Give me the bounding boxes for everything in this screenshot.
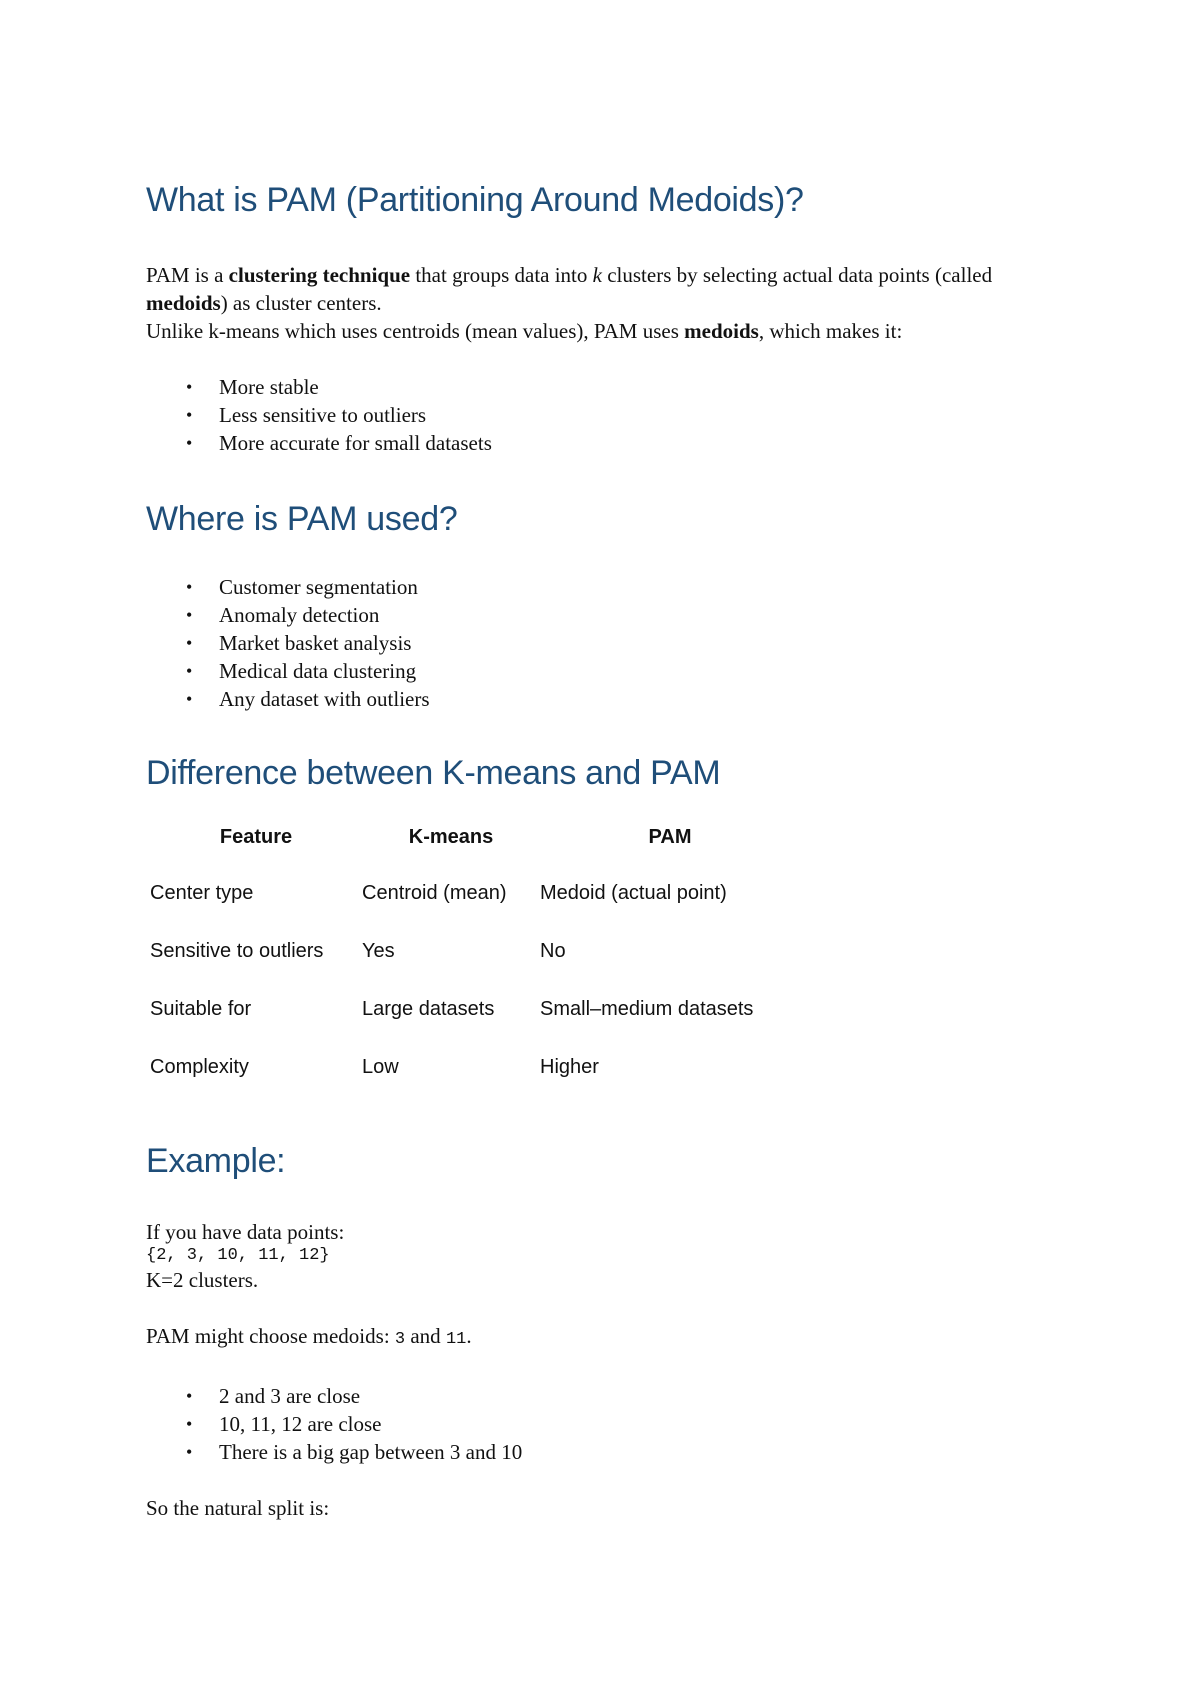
- list-item: • Market basket analysis: [146, 629, 1076, 657]
- list-item: • 2 and 3 are close: [146, 1382, 1076, 1410]
- header-feature: Feature: [219, 825, 293, 848]
- table-cell: Higher: [540, 1055, 599, 1078]
- table-row: [150, 879, 800, 937]
- heading-what-is-pam: What is PAM (Partitioning Around Medoids)?: [146, 181, 804, 219]
- table-cell: Centroid (mean): [362, 881, 507, 904]
- table-cell: Yes: [362, 939, 395, 962]
- table-cell: Medoid (actual point): [540, 881, 727, 904]
- example-intro: If you have data points:: [146, 1220, 345, 1245]
- header-pam: PAM: [648, 825, 692, 848]
- list-item: • Customer segmentation: [146, 573, 1076, 601]
- table-cell: No: [540, 939, 566, 962]
- table-cell: Complexity: [150, 1055, 249, 1078]
- table-row: [150, 937, 800, 995]
- example-medoids: PAM might choose medoids: 3 and 11.: [146, 1324, 472, 1350]
- table-cell: Small–medium datasets: [540, 997, 754, 1020]
- uses-list: [146, 573, 1076, 713]
- heading-where-used: Where is PAM used?: [146, 499, 458, 538]
- list-item: • 10, 11, 12 are close: [146, 1410, 1076, 1438]
- example-k-value: K=2 clusters.: [146, 1268, 259, 1293]
- list-item: • Less sensitive to outliers: [146, 401, 1076, 429]
- example-reasons-list: [146, 1382, 1076, 1466]
- list-item: • Any dataset with outliers: [146, 685, 1076, 713]
- table-cell: Sensitive to outliers: [150, 939, 324, 962]
- intro-paragraph: PAM is a clustering technique that groups data into k clusters by selecting actual data points (called medoids) as cluster centers.: [146, 262, 993, 315]
- list-item: • There is a big gap between 3 and 10: [146, 1438, 1076, 1466]
- table-header-row: [150, 823, 800, 879]
- table-cell: Center type: [150, 881, 254, 904]
- document-content: [146, 180, 1076, 1522]
- list-item: • More stable: [146, 373, 1076, 401]
- table-cell: Large datasets: [362, 997, 495, 1020]
- example-data-points: {2, 3, 10, 11, 12}: [146, 1246, 330, 1266]
- comparison-table: [150, 823, 800, 1111]
- table-cell: Low: [362, 1055, 399, 1078]
- example-conclusion: So the natural split is:: [146, 1496, 330, 1521]
- comparison-paragraph: Unlike k-means which uses centroids (mean values), PAM uses medoids, which makes it:: [146, 318, 903, 343]
- table-cell: Suitable for: [150, 997, 252, 1020]
- list-item: • More accurate for small datasets: [146, 429, 1076, 457]
- table-row: [150, 995, 800, 1053]
- list-item: • Anomaly detection: [146, 601, 1076, 629]
- table-row: [150, 1053, 800, 1111]
- list-item: • Medical data clustering: [146, 657, 1076, 685]
- benefits-list: [146, 373, 1076, 457]
- heading-example: Example:: [146, 1142, 286, 1181]
- header-kmeans: K-means: [408, 825, 494, 848]
- heading-difference: Difference between K-means and PAM: [146, 753, 721, 792]
